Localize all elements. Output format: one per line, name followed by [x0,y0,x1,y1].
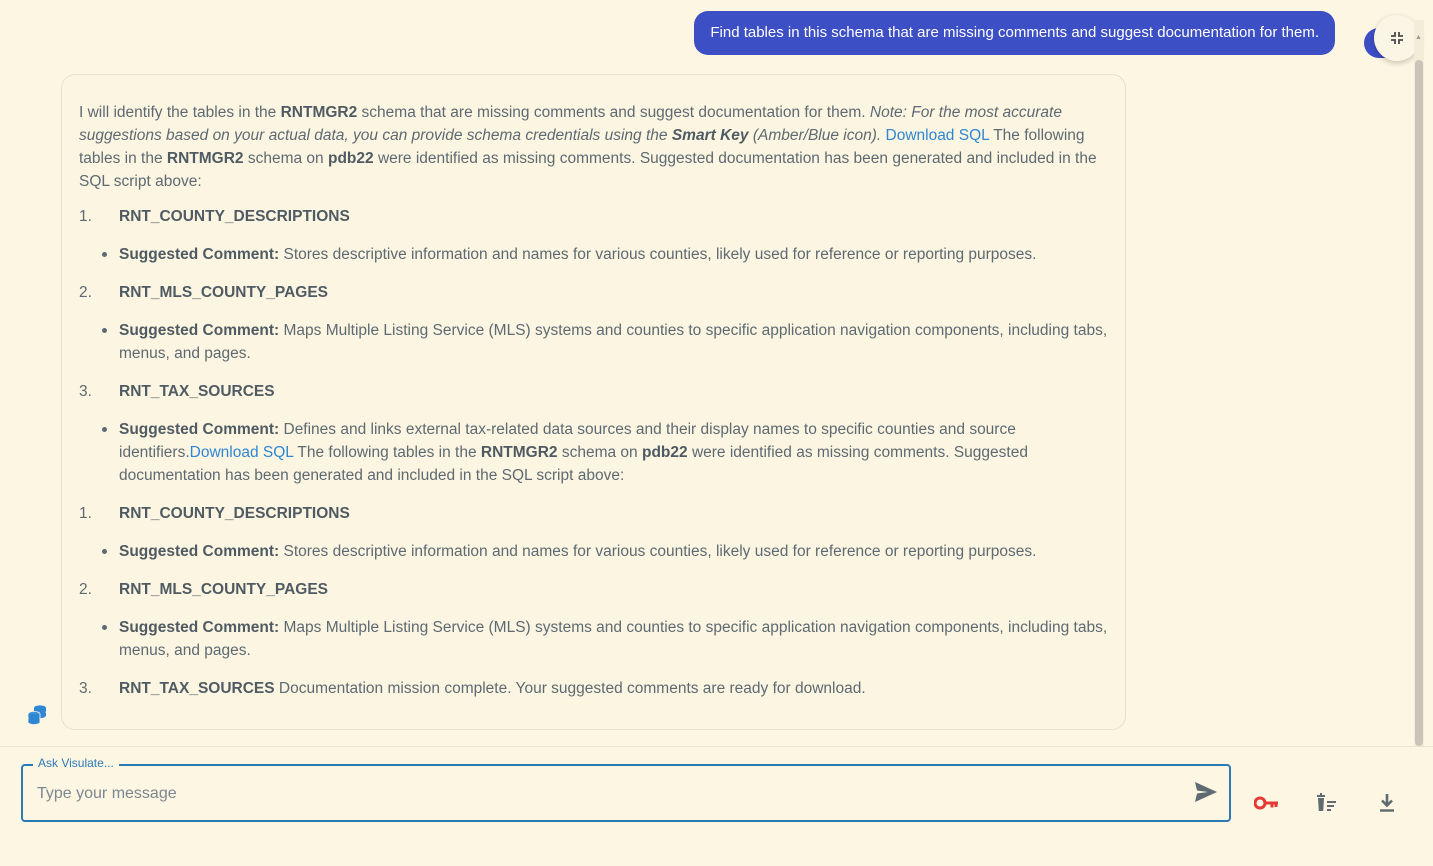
table-name: RNT_TAX_SOURCES [119,383,275,400]
list-item [79,578,1109,601]
user-message-bubble: Find tables in this schema that are missing comments and suggest documentation for them. [694,11,1335,55]
table-name: RNT_COUNTY_DESCRIPTIONS [119,505,350,522]
suggested-comment-label: Suggested Comment: [119,619,280,636]
list-item [79,319,1109,365]
suggested-comment-text: Stores descriptive information and names for various counties, likely used for reference or reporting purposes. [279,246,1037,263]
suggested-comment-text: Stores descriptive information and names for various counties, likely used for reference or reporting purposes. [279,543,1037,560]
closing-line [101,677,866,700]
message-input-wrapper [21,756,1231,822]
note-text-2: (Amber/Blue icon). [748,127,882,144]
table-name: RNT_COUNTY_DESCRIPTIONS [119,208,350,225]
suggested-comment-label: Suggested Comment: [119,543,280,560]
intro-text: I will identify the tables in the [79,104,281,121]
suggested-comment-label: Suggested Comment: [119,246,280,263]
summary-text-1: The following tables in the [79,127,1085,167]
assistant-message-card [61,74,1126,730]
table-name: RNT_MLS_COUNTY_PAGES [119,581,328,598]
send-button[interactable] [1193,780,1221,806]
list-number: 3. [79,680,92,697]
list-item [79,243,1109,266]
clear-history-icon [1315,793,1339,813]
list-number: 1. [79,208,92,225]
note-text-1: Note: For the most accurate suggestions based on your actual data, you can provide schema credentials using the [79,104,1062,144]
pdb-name: pdb22 [327,150,374,167]
composer-bar [0,746,1433,866]
suggested-comment-text: Maps Multiple Listing Service (MLS) systems and counties to specific application navigation components, including tabs, menus, and pages. [119,322,1108,362]
list-number: 3. [79,383,92,400]
download-icon [1378,793,1396,813]
list-item [79,502,1109,525]
message-input[interactable] [37,781,1167,807]
summary-text-3: were identified as missing comments. Suggested documentation has been generated and included in the SQL script above: [79,150,1097,190]
key-icon [1254,795,1280,811]
list-item [79,677,1109,700]
suggested-comment-label: Suggested Comment: [119,322,280,339]
list-item [79,418,1109,487]
scroll-up-icon[interactable]: ▲ [1415,34,1422,41]
schema-name: RNTMGR2 [480,444,558,461]
suggested-comment-label: Suggested Comment: [119,421,280,438]
table-name: RNT_TAX_SOURCES [119,680,275,697]
schema-name: RNTMGR2 [166,150,244,167]
collapse-icon [1389,30,1405,46]
input-label: Ask Visulate... [33,756,119,770]
scrollbar-thumb[interactable] [1415,60,1423,746]
summary-text-2: schema on [557,444,642,461]
summary-text-1: The following tables in the [293,444,481,461]
closing-text: Documentation mission complete. Your suggested comments are ready for download. [274,680,866,697]
send-icon [1193,780,1219,804]
table-name: RNT_MLS_COUNTY_PAGES [119,284,328,301]
list-number: 2. [79,581,92,598]
chat-scrollbar[interactable] [1412,20,1426,746]
suggested-comment-text: Maps Multiple Listing Service (MLS) systems and counties to specific application navigation components, including tabs, menus, and pages. [119,619,1108,659]
smart-key-label: Smart Key [671,127,749,144]
download-sql-link[interactable]: Download SQL [885,127,990,144]
schema-name: RNTMGR2 [280,104,358,121]
summary-text-2: schema on [243,150,328,167]
download-button[interactable] [1372,788,1402,818]
intro-text-2: schema that are missing comments and suggest documentation for them. [357,104,870,121]
assistant-intro [79,101,1109,193]
list-number: 1. [79,505,92,522]
suggested-comment-text: Defines and links external tax-related data sources and their display names to specific counties and source identifiers. [119,421,1016,461]
list-item [79,281,1109,304]
clear-history-button[interactable] [1312,788,1342,818]
summary-text-3: were identified as missing comments. Suggested documentation has been generated and included in the SQL script above: [119,444,1028,484]
database-stack-icon [25,703,49,727]
download-sql-link[interactable]: Download SQL [189,444,294,461]
pdb-name: pdb22 [641,444,688,461]
list-item [79,616,1109,662]
list-item [79,380,1109,403]
list-number: 2. [79,284,92,301]
smart-key-button[interactable] [1252,788,1282,818]
list-item [79,205,1109,228]
list-item [79,540,1109,563]
